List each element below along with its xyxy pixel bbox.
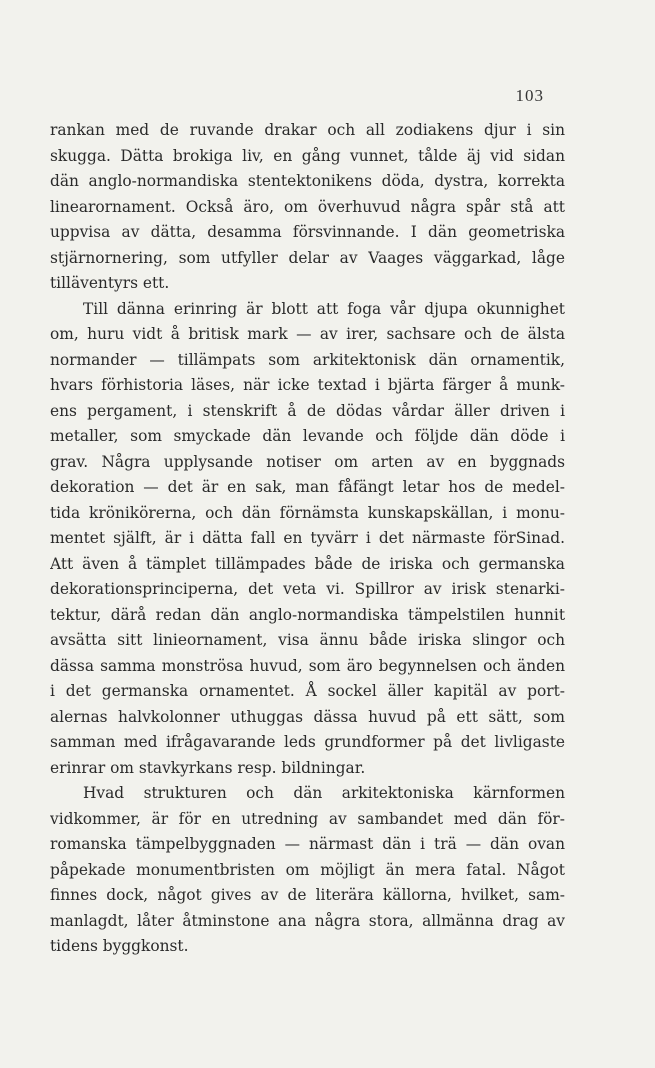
text-line: manlagdt, låter åtminstone ana några stora, allmänna drag av (50, 911, 565, 930)
text-line: ens pergament, i stenskrift å de dödas vårdar äller driven i (50, 401, 565, 420)
text-line: Att även å tämplet tillämpades både de iriska och germanska (50, 554, 565, 573)
text-line: Till dänna erinring är blott att foga vår djupa okunnighet (83, 299, 565, 318)
text-line: tida krönikörerna, och dän förnämsta kunskapskällan, i monu- (50, 503, 565, 522)
text-line: om, huru vidt å britisk mark — av irer, sachsare och de älsta (50, 325, 565, 343)
text-line: finnes dock, något gives av de literära källorna, hvilket, sam- (50, 886, 565, 904)
text-line: tilläventyrs ett. (50, 274, 170, 292)
text-line: alernas halvkolonner uthuggas dässa huvud på ett sätt, som (50, 707, 565, 726)
text-line: tektur, därå redan dän anglo-normandiska tämpelstilen hunnit (50, 605, 565, 624)
text-line: samman med ifrågavarande leds grundformer på det livligaste (50, 733, 565, 751)
text-line: dekoration — det är en sak, man fåfängt letar hos de medel- (50, 478, 565, 496)
text-line: stjärnornering, som utfyller delar av Vaages väggarkad, låge (50, 248, 565, 267)
page-number: 103 (515, 86, 544, 105)
text-line: romanska tämpelbyggnaden — närmast dän i trä — dän ovan (50, 835, 565, 853)
text-line: rankan med de ruvande drakar och all zodiakens djur i sin (50, 121, 565, 139)
body-text (50, 118, 565, 960)
text-line: påpekade monumentbristen om möjligt än mera fatal. Något (50, 860, 565, 879)
text-line: skugga. Dätta brokiga liv, en gång vunnet, tålde äj vid sidan (50, 146, 565, 165)
text-line: avsätta sitt linieornament, visa ännu både iriska slingor och (50, 631, 565, 649)
text-line: uppvisa av dätta, desamma försvinnande. I dän geometriska (50, 223, 565, 241)
text-line: i det germanska ornamentet. Å sockel äller kapitäl av port- (50, 682, 565, 700)
text-line: dän anglo-normandiska stentektonikens döda, dystra, korrekta (50, 172, 565, 190)
text-line: hvars förhistoria läses, när icke textad i bjärta färger å munk- (50, 376, 565, 394)
text-line: erinrar om stavkyrkans resp. bildningar. (50, 758, 366, 777)
text-line: grav. Några upplysande notiser om arten av en byggnads (50, 452, 565, 471)
text-line: dässa samma monströsa huvud, som äro begynnelsen och änden (50, 656, 565, 675)
text-line: normander — tillämpats som arkitektonisk dän ornamentik, (50, 350, 565, 369)
text-line: Hvad strukturen och dän arkitektoniska kärnformen (83, 784, 565, 802)
text-line: dekorationsprinciperna, det veta vi. Spillror av irisk stenarki- (50, 580, 565, 598)
text-line: vidkommer, är för en utredning av sambandet med dän för- (50, 809, 565, 828)
text-line: mentet själft, är i dätta fall en tyvärr i det närmaste förSinad. (50, 529, 565, 547)
text-line: linearornament. Också äro, om överhuvud några spår stå att (50, 197, 565, 216)
text-line: tidens byggkonst. (50, 937, 189, 955)
text-line: metaller, som smyckade dän levande och följde dän döde i (50, 427, 565, 445)
